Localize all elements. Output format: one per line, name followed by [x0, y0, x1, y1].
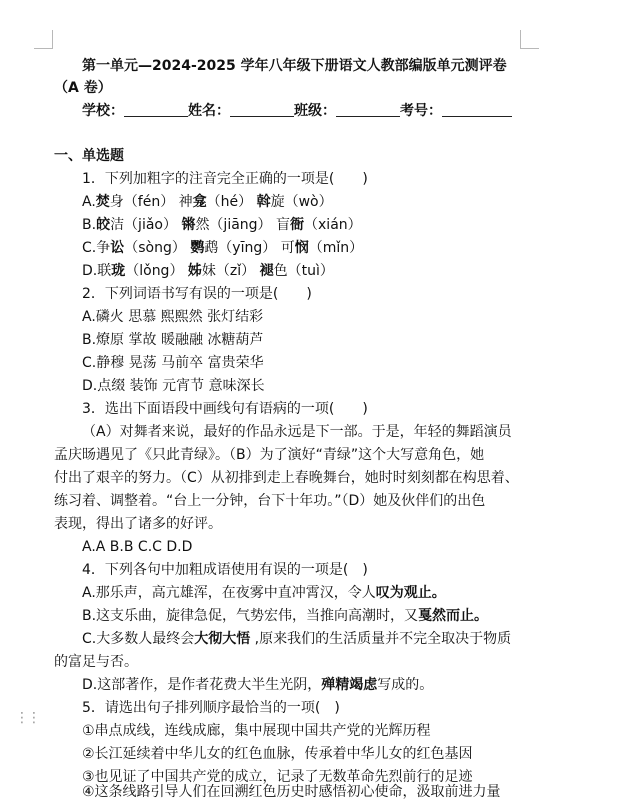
question-3-passage-line-2: 孟庆旸遇见了《只此青绿》。（B）为了演好“青绿”这个大写意角色，她 [54, 447, 485, 463]
question-4-stem: 4．下列各句中加粗成语使用有误的一项是( ) [82, 562, 368, 578]
question-4-option-d: D.这部著作，是作者花费大半生光阴，殚精竭虑写成的。 [82, 677, 434, 693]
drag-handle-icon[interactable]: ⋮⋮ [15, 710, 39, 726]
question-1-option-b: B.皎洁（jiǎo） 锵然（jiāng） 盲衙（xián） [82, 217, 362, 233]
student-info-line [82, 101, 512, 121]
question-2-stem: 2．下列词语书写有误的一项是( ) [82, 286, 312, 302]
question-2-option-a: A.磷火 思慕 熙熙然 张灯结彩 [82, 309, 264, 325]
question-4-option-b: B.这支乐曲，旋律急促，气势宏伟，当推向高潮时，又戛然而止。 [82, 608, 489, 624]
question-1-option-c: C.争讼（sòng） 鹦鹉（yīng） 可悯（mǐn） [82, 240, 364, 256]
question-2-option-b: B.燎原 掌故 暖融融 冰糖葫芦 [82, 332, 264, 348]
name-blank[interactable] [230, 102, 294, 117]
corner-mark-left [34, 30, 53, 49]
question-1-option-a: A.焚身（fén） 神龛（hé） 斡旋（wò） [82, 194, 333, 210]
school-label: 学校： [82, 103, 124, 119]
question-2-option-c: C.静穆 晃荡 马前卒 富贵荣华 [82, 355, 264, 371]
question-3-passage-line-1: （A）对舞者来说，最好的作品永远是下一部。于是，年轻的舞蹈演员 [82, 424, 512, 440]
question-3-options: A.A B.B C.C D.D [82, 539, 193, 555]
class-blank[interactable] [336, 102, 400, 117]
exam-no-label: 考号： [400, 103, 442, 119]
question-5-sentence-4: ④这条线路引导人们在回溯红色历史时感悟初心使命，汲取前进力量 [82, 784, 501, 800]
class-label: 班级： [294, 103, 336, 119]
question-1-stem: 1．下列加粗字的注音完全正确的一项是( ) [82, 171, 368, 187]
question-5-sentence-2: ②长江延续着中华儿女的红色血脉，传承着中华儿女的红色基因 [82, 746, 473, 762]
exam-no-blank[interactable] [442, 102, 512, 117]
question-3-stem: 3．选出下面语段中画线句有语病的一项( ) [82, 401, 368, 417]
question-5-sentence-3: ③也见证了中国共产党的成立，记录了无数革命先烈前行的足迹 [82, 769, 473, 785]
school-blank[interactable] [124, 102, 188, 117]
question-5-sentence-1: ①串点成线，连线成廊，集中展现中国共产党的光辉历程 [82, 723, 431, 739]
page-title-subtitle: （A 卷） [54, 80, 112, 96]
question-3-passage-line-4: 练习着、调整着。“台上一分钟，台下十年功。”（D）她及伙伴们的出色 [54, 493, 486, 509]
question-4-option-a: A.那乐声，高亢雄浑，在夜雾中直冲霄汉，令人叹为观止。 [82, 585, 446, 601]
question-3-passage-line-5: 表现，得出了诸多的好评。 [54, 516, 222, 532]
question-3-passage-line-3: 付出了艰辛的努力。（C）从初排到走上春晚舞台，她时时刻刻都在构思着、 [54, 470, 519, 486]
question-5-stem: 5．请选出句子排列顺序最恰当的一项( ) [82, 700, 340, 716]
question-1-option-d: D.联珑（lǒng） 姊妹（zǐ） 褪色（tuì） [82, 263, 334, 279]
section-heading: 一、单选题 [54, 148, 124, 164]
page-title: 第一单元—2024-2025 学年八年级下册语文人教部编版单元测评卷 [82, 58, 507, 74]
question-2-option-d: D.点缀 装饰 元宵节 意味深长 [82, 378, 265, 394]
corner-mark-right [520, 30, 539, 49]
question-4-option-c-continued: 的富足与否。 [54, 654, 138, 670]
question-4-option-c: C.大多数人最终会大彻大悟 ,原来我们的生活质量并不完全取决于物质 [82, 631, 512, 647]
name-label: 姓名： [188, 103, 230, 119]
